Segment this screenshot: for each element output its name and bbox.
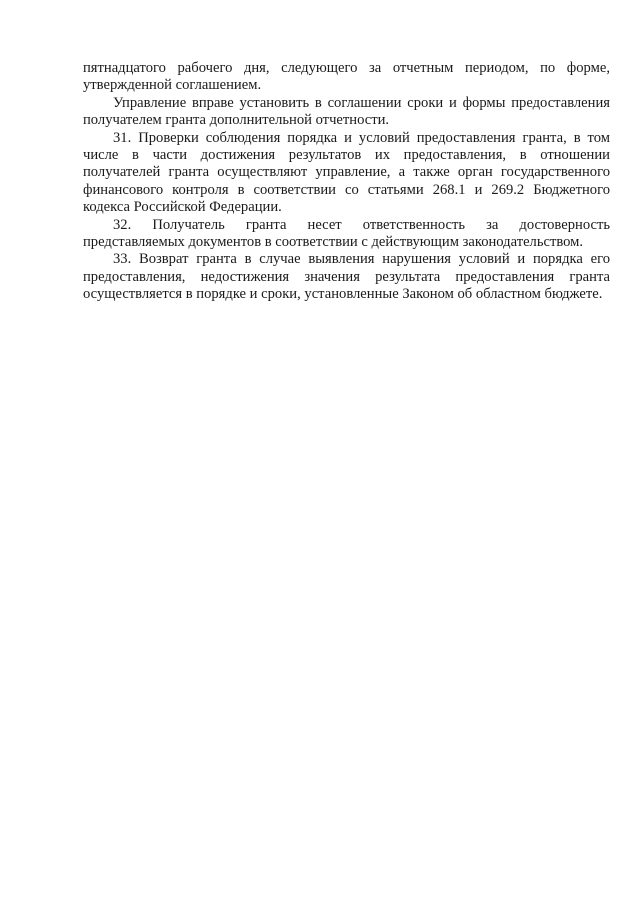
paragraph-31-inspections: 31. Проверки соблюдения порядка и условий предоставления гранта, в том числе в части достижения результатов их предоставления, в отношении получателей гранта осуществляют управление, а также орган государственного финансового контроля в соответствии со статьями 268.1 и 269.2 Бюджетного кодекса Российской Федерации. bbox=[83, 129, 610, 216]
paragraph-33-refund: 33. Возврат гранта в случае выявления нарушения условий и порядка его предоставления, недостижения значения результата предоставления гранта осуществляется в порядке и сроки, установленные Законом об областном бюджете. bbox=[83, 251, 610, 303]
paragraph-continuation: пятнадцатого рабочего дня, следующего за отчетным периодом, по форме, утвержденной соглашением. bbox=[83, 60, 610, 94]
document-body bbox=[83, 60, 610, 304]
paragraph-additional-reporting: Управление вправе установить в соглашении сроки и формы предоставления получателем гранта дополнительной отчетности. bbox=[83, 94, 610, 129]
paragraph-32-responsibility: 32. Получатель гранта несет ответственность за достоверность представляемых документов в соответствии с действующим законодательством. bbox=[83, 216, 610, 251]
